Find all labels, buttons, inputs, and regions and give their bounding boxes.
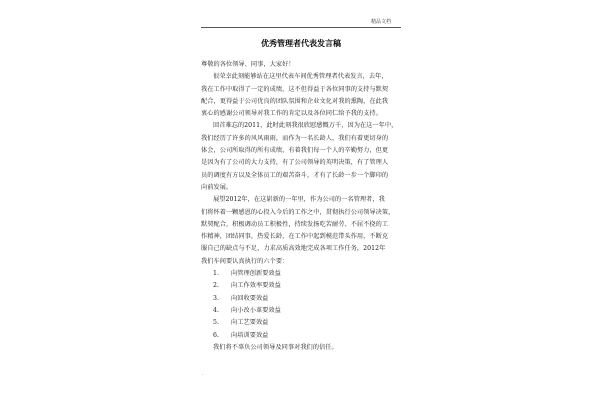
list-item bbox=[201, 268, 401, 280]
footer-mark: · bbox=[202, 372, 204, 378]
para2-line: 回首难忘的2011，此时此刻我很欣慰感慨万千，因为在这一年中， bbox=[213, 122, 398, 130]
list-item-number: 5. bbox=[213, 319, 220, 327]
para3-line: 作精神，团结同事，热爱长龄，在工作中起到模范带头作用，不断克 bbox=[201, 233, 389, 241]
para1-line: 衷心的感谢公司领导对我工作的肯定以及各位同仁给予我的支持。 bbox=[201, 110, 382, 118]
greeting: 尊敬的各位领导、同事，大家好！ bbox=[201, 61, 295, 68]
para3-line: 默契配合，积极调动员工积极性，持续发扬吃苦耐劳、不屈不挠的工 bbox=[201, 220, 389, 228]
list-item-text: 向工艺要效益 bbox=[231, 319, 269, 327]
para2-line: 体会，公司所取得的所有成绩，有着我们每一个人的辛勤努力，但更 bbox=[201, 147, 389, 155]
list-item-number: 6. bbox=[213, 331, 220, 339]
list-item-text: 向培训要效益 bbox=[231, 331, 269, 339]
list-item bbox=[201, 305, 401, 317]
document-body bbox=[201, 59, 401, 354]
para1-line: 我在工作中取得了一定的成绩，这不但得益于各位同事的支持与默契 bbox=[201, 85, 389, 93]
list-item-number: 2. bbox=[213, 282, 220, 290]
list-item-number: 1. bbox=[213, 270, 220, 278]
list-item bbox=[201, 330, 401, 342]
list-item-text: 向工作效率要效益 bbox=[231, 282, 281, 290]
para3-line: 服自己的缺点与不足，力求高质高效地完成各项工作任务，2012年 bbox=[201, 245, 386, 253]
para3-line: 展望2012年，在这崭新的一年里，作为公司的一名管理者，我 bbox=[213, 196, 385, 204]
list-item-text: 向管理创新要效益 bbox=[231, 270, 281, 278]
para3-line: 们将怀着一颗感恩的心投入今后的工作之中，贯彻执行公司领导决策， bbox=[201, 208, 395, 216]
para2-line: 是因为有了公司的大力支持，有了公司领导的英明决策，有了管理人 bbox=[201, 159, 389, 167]
list-item bbox=[201, 280, 401, 292]
list-item bbox=[201, 317, 401, 329]
para2-line: 员的调度有方以及全体员工的艰苦奋斗，才有了长龄一步一个脚印的 bbox=[201, 171, 389, 179]
para1-line: 很荣幸此刻能够站在这里代表车间优秀管理者代表发言，去年， bbox=[213, 73, 388, 81]
list-item-text: 向回收要效益 bbox=[231, 294, 269, 302]
list-item-text: 向小改小革要效益 bbox=[231, 306, 281, 314]
header-rule bbox=[201, 27, 401, 28]
closing-line: 我们将不辜负公司领导及同事对我们的信任。 bbox=[213, 343, 338, 351]
document-title: 优秀管理者代表发言稿 bbox=[261, 38, 341, 48]
para2-line: 向前发展。 bbox=[201, 183, 233, 191]
para2-line: 我们经历了许多的风风雨雨，而作为一名长龄人，我们有着更切身的 bbox=[201, 134, 389, 142]
para1-line: 配合，更得益于公司优良的团队氛围和企业文化对我的熏陶，在此我 bbox=[201, 97, 389, 105]
list-item-number: 3. bbox=[213, 294, 220, 302]
header-tag: 精品文档 bbox=[371, 19, 392, 25]
list-item bbox=[201, 293, 401, 305]
list-item-number: 4. bbox=[213, 306, 220, 314]
para3-line: 我们车间要认真执行的六个要： bbox=[201, 257, 289, 265]
